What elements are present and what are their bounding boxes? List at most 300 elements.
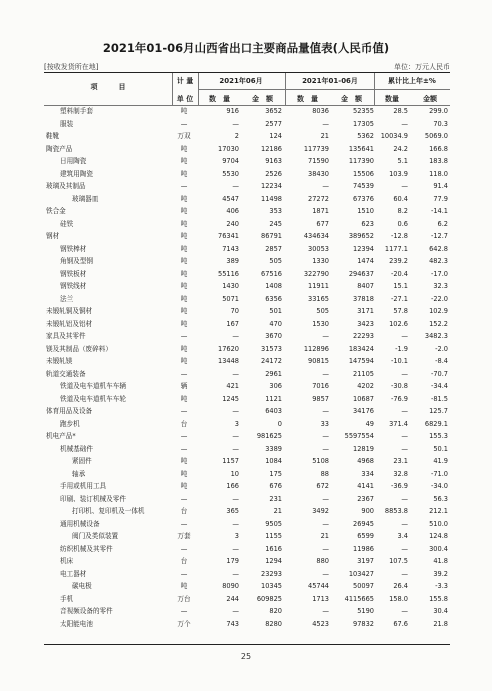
qty-cumulative-cell: 1871 — [312, 207, 329, 215]
value-growth-cell: 77.9 — [433, 194, 448, 203]
value-growth-cell: 152.2 — [429, 319, 448, 328]
qty-month-cell: 8090 — [222, 582, 239, 590]
item-name: 角钢及型钢 — [60, 257, 93, 265]
qty-growth-cell: -12.8 — [390, 232, 408, 240]
value-month-cell: 12234 — [261, 182, 282, 190]
qty-month-cell: 916 — [226, 107, 239, 115]
unit-cell: — — [180, 607, 188, 615]
qty-month-cell: — — [232, 444, 239, 453]
item-name: 体育用品及设备 — [46, 407, 93, 415]
qty-growth-cell: 24.2 — [393, 144, 408, 153]
value-growth-cell: 510.0 — [429, 519, 448, 528]
value-cumulative-cell: 900 — [361, 507, 374, 515]
qty-growth-cell: -27.1 — [390, 294, 408, 303]
qty-cumulative-cell: 7016 — [312, 382, 329, 390]
value-growth-cell: 212.1 — [429, 507, 448, 515]
qty-cumulative-cell: — — [322, 332, 329, 340]
qty-growth-cell: 102.6 — [389, 319, 408, 328]
value-month-cell: 676 — [269, 482, 282, 490]
item-name: 鞋靴 — [46, 132, 60, 140]
value-growth-cell: -8.4 — [435, 357, 448, 365]
unit-cell: 吨 — [180, 232, 188, 240]
qty-cumulative-cell: 322790 — [303, 269, 329, 278]
qty-month-cell: 1245 — [222, 394, 239, 403]
header-item: 项 目 — [90, 83, 126, 91]
unit-cell: 吨 — [180, 294, 188, 303]
table-row — [0, 181, 492, 192]
table-row — [0, 406, 492, 417]
unit-cell: 吨 — [180, 194, 188, 203]
item-name: 钢铁板材 — [60, 269, 87, 278]
item-name: 铁道及电车道机车车辆 — [60, 382, 126, 390]
value-month-cell: 1294 — [265, 557, 282, 565]
value-cumulative-cell: 5597554 — [344, 432, 374, 440]
value-growth-cell: 166.8 — [429, 144, 448, 153]
value-growth-cell: -22.0 — [430, 294, 448, 303]
qty-cumulative-cell: 21 — [320, 132, 329, 140]
value-cumulative-cell: 2367 — [357, 494, 374, 503]
value-month-cell: 231 — [269, 494, 282, 503]
value-growth-cell: -70.7 — [430, 369, 448, 378]
value-growth-cell: 125.7 — [429, 407, 448, 415]
unit-cell: 吨 — [180, 344, 188, 353]
qty-cumulative-cell: — — [322, 519, 329, 528]
qty-growth-cell: 8853.8 — [384, 507, 408, 515]
value-cumulative-cell: 3197 — [357, 557, 374, 565]
header-divider — [198, 89, 450, 90]
value-growth-cell: 39.2 — [433, 569, 448, 578]
qty-month-cell: 17620 — [218, 344, 239, 353]
table-row — [0, 131, 492, 142]
item-name: 紧固件 — [72, 457, 92, 465]
value-month-cell: 2526 — [265, 169, 282, 178]
qty-cumulative-cell: 71590 — [308, 157, 329, 165]
value-month-cell: 306 — [269, 382, 282, 390]
table-row — [0, 281, 492, 292]
qty-month-cell: 1157 — [222, 457, 239, 465]
value-cumulative-cell: 52355 — [353, 107, 374, 115]
table-row — [0, 444, 492, 455]
unit-cell: 吨 — [180, 307, 188, 315]
item-name: 未锻轧铝及铝材 — [46, 319, 93, 328]
table-row — [0, 556, 492, 567]
value-cumulative-cell: 26945 — [353, 519, 374, 528]
item-name: 日用陶瓷 — [60, 157, 87, 165]
value-month-cell: 23293 — [261, 569, 282, 578]
value-growth-cell: 70.3 — [433, 119, 448, 128]
value-cumulative-cell: 50097 — [353, 582, 374, 590]
qty-growth-cell: 28.5 — [393, 107, 408, 115]
qty-month-cell: — — [232, 519, 239, 528]
unit-cell: 万双 — [177, 132, 191, 140]
table-row — [0, 119, 492, 130]
value-cumulative-cell: 3423 — [357, 319, 374, 328]
unit-cell: — — [180, 182, 188, 190]
qty-month-cell: 240 — [226, 219, 239, 228]
value-month-cell: 24172 — [261, 357, 282, 365]
item-name: 钢铁棒材 — [60, 244, 87, 253]
table-row — [0, 306, 492, 317]
qty-growth-cell: 0.6 — [397, 219, 408, 228]
value-cumulative-cell: 49 — [365, 419, 374, 428]
item-name: 音视频设备的零件 — [60, 607, 113, 615]
item-name: 碳电极 — [72, 582, 92, 590]
unit-cell: — — [180, 444, 188, 453]
qty-month-cell: 76341 — [218, 232, 239, 240]
qty-month-cell: 2 — [234, 132, 239, 140]
table-row — [0, 481, 492, 492]
value-month-cell: 1121 — [265, 394, 282, 403]
qty-month-cell: 421 — [226, 382, 239, 390]
qty-growth-cell: — — [401, 119, 408, 128]
qty-month-cell: 179 — [226, 557, 239, 565]
qty-cumulative-cell: 1330 — [312, 257, 329, 265]
value-growth-cell: -14.1 — [430, 207, 448, 215]
value-cumulative-cell: 17305 — [353, 119, 374, 128]
qty-cumulative-cell: 677 — [316, 219, 329, 228]
value-cumulative-cell: 67376 — [353, 194, 374, 203]
table-row — [0, 106, 492, 117]
value-month-cell: 820 — [269, 607, 282, 615]
qty-cumulative-cell: 88 — [320, 469, 329, 478]
unit-cell: — — [180, 407, 188, 415]
item-name: 机械基础件 — [60, 444, 93, 453]
qty-growth-cell: — — [401, 369, 408, 378]
item-name: 打印机、复印机及一体机 — [72, 507, 145, 515]
item-name: 轨道交通装备 — [46, 369, 86, 378]
qty-growth-cell: 23.1 — [393, 457, 408, 465]
unit-cell: 万台 — [177, 594, 191, 603]
value-growth-cell: -34.0 — [430, 482, 448, 490]
qty-cumulative-cell: 30053 — [308, 244, 329, 253]
value-month-cell: 86791 — [261, 232, 282, 240]
qty-cumulative-cell: 5108 — [312, 457, 329, 465]
header-separator — [198, 73, 199, 105]
qty-growth-cell: 239.2 — [389, 257, 408, 265]
value-month-cell: 175 — [269, 469, 282, 478]
item-name: 法兰 — [60, 294, 74, 303]
value-growth-cell: 102.9 — [429, 307, 448, 315]
table-row — [0, 156, 492, 167]
value-growth-cell: 6829.1 — [424, 419, 448, 428]
qty-cumulative-cell: 27272 — [308, 194, 329, 203]
item-name: 阀门及类似装置 — [72, 532, 119, 540]
qty-growth-cell: -10.1 — [390, 357, 408, 365]
item-name: 机床 — [60, 557, 74, 565]
item-name: 手机 — [60, 594, 74, 603]
value-cumulative-cell: 4141 — [357, 482, 374, 490]
unit-cell: — — [180, 369, 188, 378]
qty-month-cell: 13448 — [218, 357, 239, 365]
header-qty-growth: 数量 — [385, 95, 399, 103]
table-row — [0, 194, 492, 205]
value-month-cell: 609825 — [256, 594, 282, 603]
table-row — [0, 594, 492, 605]
unit-cell: 吨 — [180, 269, 188, 278]
value-growth-cell: 300.4 — [429, 544, 448, 553]
value-month-cell: 12186 — [261, 144, 282, 153]
qty-cumulative-cell: 117739 — [303, 144, 329, 153]
table-row — [0, 544, 492, 555]
qty-growth-cell: 5.1 — [397, 157, 408, 165]
value-growth-cell: 32.3 — [433, 282, 448, 290]
value-growth-cell: 21.8 — [433, 619, 448, 628]
qty-month-cell: — — [232, 432, 239, 440]
value-growth-cell: -81.5 — [430, 394, 448, 403]
value-growth-cell: 50.1 — [433, 444, 448, 453]
unit-cell: 吨 — [180, 282, 188, 290]
qty-growth-cell: 15.1 — [393, 282, 408, 290]
value-cumulative-cell: 5362 — [357, 132, 374, 140]
value-cumulative-cell: 103427 — [348, 569, 374, 578]
value-cumulative-cell: 5190 — [357, 607, 374, 615]
qty-month-cell: — — [232, 407, 239, 415]
header-period-cumulative: 2021年01-06月 — [302, 77, 358, 85]
item-name: 玻璃器皿 — [72, 194, 99, 203]
qty-cumulative-cell: 4523 — [312, 619, 329, 628]
item-name: 轴承 — [72, 469, 86, 478]
table-row — [0, 506, 492, 517]
value-cumulative-cell: 117390 — [348, 157, 374, 165]
value-growth-cell: 41.9 — [433, 457, 448, 465]
value-month-cell: 501 — [269, 307, 282, 315]
qty-growth-cell: 60.4 — [393, 194, 408, 203]
item-name: 建筑用陶瓷 — [60, 169, 93, 178]
value-month-cell: 1084 — [265, 457, 282, 465]
table-row — [0, 144, 492, 155]
table-row — [0, 469, 492, 480]
unit-cell: 吨 — [180, 144, 188, 153]
header-separator — [285, 73, 286, 105]
item-name: 机电产品* — [46, 432, 76, 440]
table-top-rule — [44, 72, 450, 73]
item-name: 未锻轧铜及铜材 — [46, 307, 93, 315]
qty-growth-cell: — — [401, 607, 408, 615]
unit-label: 单位：万元人民币 — [394, 63, 450, 71]
qty-growth-cell: 8.2 — [397, 207, 408, 215]
value-month-cell: 0 — [277, 419, 282, 428]
unit-cell: 吨 — [180, 394, 188, 403]
qty-month-cell: 365 — [226, 507, 239, 515]
table-row — [0, 581, 492, 592]
qty-month-cell: 167 — [226, 319, 239, 328]
qty-growth-cell: — — [401, 332, 408, 340]
item-name: 铁合金 — [46, 207, 66, 215]
table-row — [0, 419, 492, 430]
header-period-month: 2021年06月 — [219, 77, 263, 85]
table-row — [0, 569, 492, 580]
qty-month-cell: 3 — [234, 532, 239, 540]
item-name: 家具及其零件 — [46, 332, 86, 340]
unit-cell: 吨 — [180, 319, 188, 328]
value-month-cell: 11498 — [261, 194, 282, 203]
qty-growth-cell: — — [401, 494, 408, 503]
table-row — [0, 331, 492, 342]
qty-growth-cell: 26.4 — [393, 582, 408, 590]
item-name: 钢铁线材 — [60, 282, 87, 290]
value-month-cell: 6403 — [265, 407, 282, 415]
qty-month-cell: 17030 — [218, 144, 239, 153]
table-row — [0, 344, 492, 355]
qty-month-cell: 5071 — [222, 294, 239, 303]
item-name: 玻璃及其制品 — [46, 182, 86, 190]
table-row — [0, 394, 492, 405]
value-month-cell: 10345 — [261, 582, 282, 590]
qty-month-cell: — — [232, 182, 239, 190]
unit-cell: 万个 — [177, 619, 191, 628]
qty-cumulative-cell: 9857 — [312, 394, 329, 403]
qty-growth-cell: 32.8 — [393, 469, 408, 478]
value-month-cell: 67516 — [261, 269, 282, 278]
table-row — [0, 381, 492, 392]
value-growth-cell: -71.0 — [430, 469, 448, 478]
qty-growth-cell: 1177.1 — [384, 244, 408, 253]
value-month-cell: 1155 — [265, 532, 282, 540]
value-cumulative-cell: 4115665 — [344, 594, 374, 603]
qty-cumulative-cell: 1530 — [312, 319, 329, 328]
qty-cumulative-cell: 11911 — [308, 282, 329, 290]
unit-cell: — — [180, 569, 188, 578]
qty-month-cell: 5530 — [222, 169, 239, 178]
value-cumulative-cell: 1474 — [357, 257, 374, 265]
qty-growth-cell: 10034.9 — [380, 132, 408, 140]
qty-month-cell: — — [232, 119, 239, 128]
table-bottom-rule — [44, 644, 450, 645]
unit-cell: 吨 — [180, 457, 188, 465]
qty-growth-cell: 3.4 — [397, 532, 408, 540]
value-month-cell: 9505 — [265, 519, 282, 528]
unit-cell: 吨 — [180, 482, 188, 490]
table-row — [0, 356, 492, 367]
qty-cumulative-cell: 45744 — [308, 582, 329, 590]
qty-cumulative-cell: — — [322, 407, 329, 415]
unit-cell: 吨 — [180, 157, 188, 165]
value-growth-cell: 155.8 — [429, 594, 448, 603]
value-cumulative-cell: 6599 — [357, 532, 374, 540]
unit-cell: 吨 — [180, 257, 188, 265]
value-month-cell: 31573 — [261, 344, 282, 353]
qty-growth-cell: 371.4 — [389, 419, 408, 428]
unit-cell: — — [180, 494, 188, 503]
qty-growth-cell: — — [401, 182, 408, 190]
qty-cumulative-cell: — — [322, 432, 329, 440]
qty-growth-cell: — — [401, 444, 408, 453]
value-cumulative-cell: 74539 — [353, 182, 374, 190]
qty-month-cell: 4547 — [222, 194, 239, 203]
unit-cell: — — [180, 519, 188, 528]
qty-cumulative-cell: 880 — [316, 557, 329, 565]
item-name: 铁道及电车道机车车轮 — [60, 394, 126, 403]
qty-cumulative-cell: 434634 — [303, 232, 329, 240]
item-name: 硅铁 — [60, 219, 74, 228]
table-row — [0, 606, 492, 617]
value-month-cell: 2857 — [265, 244, 282, 253]
value-month-cell: 470 — [269, 319, 282, 328]
table-row — [0, 206, 492, 217]
unit-cell: — — [180, 119, 188, 128]
header-unit-top: 计 量 — [176, 77, 194, 85]
unit-cell: 辆 — [180, 382, 188, 390]
unit-cell: 台 — [180, 419, 188, 428]
value-month-cell: 3670 — [265, 332, 282, 340]
unit-cell: 吨 — [180, 469, 188, 478]
value-cumulative-cell: 12819 — [353, 444, 374, 453]
page-title: 2021年01-06月山西省出口主要商品量值表(人民币值) — [102, 41, 390, 55]
table-row — [0, 369, 492, 380]
table-row — [0, 319, 492, 330]
unit-cell: 吨 — [180, 582, 188, 590]
header-unit-bottom: 单 位 — [176, 95, 194, 103]
qty-month-cell: 166 — [226, 482, 239, 490]
value-cumulative-cell: 183424 — [348, 344, 374, 353]
value-cumulative-cell: 334 — [361, 469, 374, 478]
qty-cumulative-cell: — — [322, 494, 329, 503]
qty-month-cell: — — [232, 332, 239, 340]
qty-growth-cell: 103.9 — [389, 169, 408, 178]
value-cumulative-cell: 37818 — [353, 294, 374, 303]
unit-cell: — — [180, 432, 188, 440]
value-month-cell: 353 — [269, 207, 282, 215]
qty-growth-cell: -76.9 — [390, 394, 408, 403]
qty-month-cell: 7143 — [222, 244, 239, 253]
header-value-cumulative: 金 额 — [341, 95, 362, 103]
value-cumulative-cell: 623 — [361, 219, 374, 228]
qty-month-cell: — — [232, 494, 239, 503]
header-separator — [374, 73, 375, 105]
qty-cumulative-cell: 33165 — [308, 294, 329, 303]
table-row — [0, 519, 492, 530]
value-growth-cell: 56.3 — [433, 494, 448, 503]
value-month-cell: 6356 — [265, 294, 282, 303]
item-name: 太阳能电池 — [60, 619, 93, 628]
qty-growth-cell: -36.9 — [390, 482, 408, 490]
unit-cell: 吨 — [180, 207, 188, 215]
qty-month-cell: 9704 — [222, 157, 239, 165]
qty-month-cell: 10 — [230, 469, 239, 478]
value-cumulative-cell: 1510 — [357, 207, 374, 215]
value-month-cell: 2961 — [265, 369, 282, 378]
qty-cumulative-cell: 8036 — [312, 107, 329, 115]
value-cumulative-cell: 34176 — [353, 407, 374, 415]
qty-cumulative-cell: 1713 — [312, 594, 329, 603]
item-name: 服装 — [60, 119, 74, 128]
value-cumulative-cell: 389652 — [348, 232, 374, 240]
header-value-month: 金 额 — [252, 95, 273, 103]
qty-growth-cell: — — [401, 569, 408, 578]
value-cumulative-cell: 12394 — [353, 244, 374, 253]
value-growth-cell: 5069.0 — [424, 132, 448, 140]
value-growth-cell: -12.7 — [430, 232, 448, 240]
value-growth-cell: 299.0 — [429, 107, 448, 115]
qty-cumulative-cell: 112896 — [303, 344, 329, 353]
unit-cell: 吨 — [180, 219, 188, 228]
qty-month-cell: — — [232, 544, 239, 553]
header-qty-cumulative: 数 量 — [297, 95, 318, 103]
value-growth-cell: 642.8 — [429, 244, 448, 253]
value-growth-cell: 155.3 — [429, 432, 448, 440]
value-cumulative-cell: 4968 — [357, 457, 374, 465]
value-month-cell: 245 — [269, 219, 282, 228]
value-cumulative-cell: 135641 — [348, 144, 374, 153]
unit-cell: 吨 — [180, 357, 188, 365]
item-name: 跑步机 — [60, 419, 80, 428]
value-cumulative-cell: 11986 — [353, 544, 374, 553]
value-month-cell: 1616 — [265, 544, 282, 553]
qty-month-cell: 70 — [230, 307, 239, 315]
qty-cumulative-cell: — — [322, 182, 329, 190]
header-qty-month: 数 量 — [209, 95, 230, 103]
qty-month-cell: — — [232, 369, 239, 378]
